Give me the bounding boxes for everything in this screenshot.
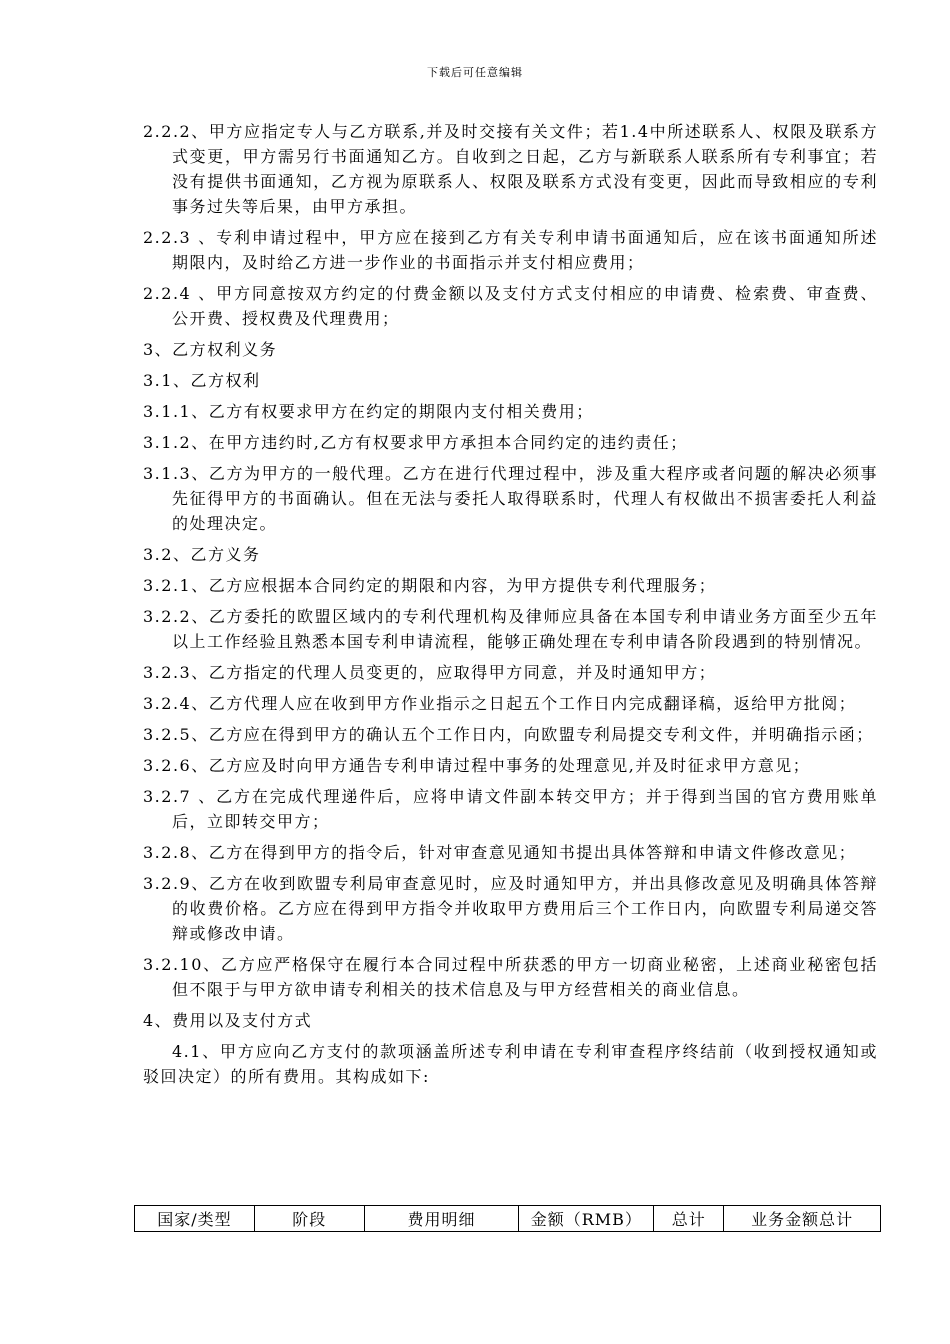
clause-3-2-9: 3.2.9、乙方在收到欧盟专利局审查意见时，应及时通知甲方，并出具修改意见及明确具体答辩的收费价格。乙方应在得到甲方指令并收取甲方费用后三个工作日内，向欧盟专利局递交答辩或修改申请。 (143, 874, 878, 943)
section-3-heading: 3、乙方权利义务 (143, 340, 278, 359)
clause-3-2-5: 3.2.5、乙方应在得到甲方的确认五个工作日内，向欧盟专利局提交专利文件，并明确指示函； (143, 725, 874, 744)
fee-table (134, 1205, 881, 1232)
clause-3-2-10: 3.2.10、乙方应严格保守在履行本合同过程中所获悉的甲方一切商业秘密，上述商业秘密包括但不限于与甲方欲申请专利相关的技术信息及与甲方经营相关的商业信息。 (143, 955, 878, 999)
clause-2-2-4: 2.2.4 、甲方同意按双方约定的付费金额以及支付方式支付相应的申请费、检索费、审查费、公开费、授权费及代理费用； (143, 284, 878, 328)
page-header: 下载后可任意编辑 (427, 66, 523, 79)
clause-3-1-1: 3.1.1、乙方有权要求甲方在约定的期限内支付相关费用； (143, 402, 594, 421)
clause-3-2-4: 3.2.4、乙方代理人应在收到甲方作业指示之日起五个工作日内完成翻译稿，返给甲方批阅； (143, 694, 857, 713)
header-fee-details: 费用明细 (364, 1206, 519, 1232)
clause-3-2-8: 3.2.8、乙方在得到甲方的指令后，针对审查意见通知书提出具体答辩和申请文件修改意见； (143, 843, 857, 862)
header-country-type: 国家/类型 (135, 1206, 255, 1232)
clause-4-1: 4.1、甲方应向乙方支付的款项涵盖所述专利申请在专利审查程序终结前（收到授权通知或驳回决定）的所有费用。其构成如下: (143, 1042, 878, 1086)
clause-2-2-3: 2.2.3 、专利申请过程中，甲方应在接到乙方有关专利申请书面通知后，应在该书面通知所述期限内，及时给乙方进一步作业的书面指示并支付相应费用； (143, 228, 878, 272)
fee-table-header-row (135, 1206, 881, 1232)
header-business-total: 业务金额总计 (724, 1206, 881, 1232)
section-3-1-heading: 3.1、乙方权利 (143, 371, 261, 390)
clause-3-2-1: 3.2.1、乙方应根据本合同约定的期限和内容，为甲方提供专利代理服务； (143, 576, 717, 595)
clause-3-1-3: 3.1.3、乙方为甲方的一般代理。乙方在进行代理过程中，涉及重大程序或者问题的解决必须事先征得甲方的书面确认。但在无法与委托人取得联系时，代理人有权做出不损害委托人利益的处理决定。 (143, 464, 878, 533)
clause-3-1-2: 3.1.2、在甲方违约时,乙方有权要求甲方承担本合同约定的违约责任； (143, 433, 688, 452)
header-stage: 阶段 (254, 1206, 364, 1232)
clause-3-2-7: 3.2.7 、乙方在完成代理递件后，应将申请文件副本转交甲方；并于得到当国的官方费用账单后，立即转交甲方； (143, 787, 878, 831)
section-4-heading: 4、费用以及支付方式 (143, 1011, 313, 1030)
clause-3-2-3: 3.2.3、乙方指定的代理人员变更的，应取得甲方同意，并及时通知甲方； (143, 663, 717, 682)
section-3-2-heading: 3.2、乙方义务 (143, 545, 261, 564)
clause-3-2-2: 3.2.2、乙方委托的欧盟区域内的专利代理机构及律师应具备在本国专利申请业务方面至少五年以上工作经验且熟悉本国专利申请流程，能够正确处理在专利申请各阶段遇到的特别情况。 (143, 607, 878, 651)
document-body (143, 119, 878, 1095)
clause-3-2-6: 3.2.6、乙方应及时向甲方通告专利申请过程中事务的处理意见,并及时征求甲方意见； (143, 756, 811, 775)
header-amount: 金额（RMB） (519, 1206, 654, 1232)
clause-2-2-2: 2.2.2、甲方应指定专人与乙方联系,并及时交接有关文件；若1.4中所述联系人、权限及联系方式变更，甲方需另行书面通知乙方。自收到之日起，乙方与新联系人联系所有专利事宜；若没有提供书面通知，乙方视为原联系人、权限及联系方式没有变更，因此而导致相应的专利事务过失等后果，由甲方承担。 (143, 122, 878, 216)
header-total: 总计 (654, 1206, 724, 1232)
